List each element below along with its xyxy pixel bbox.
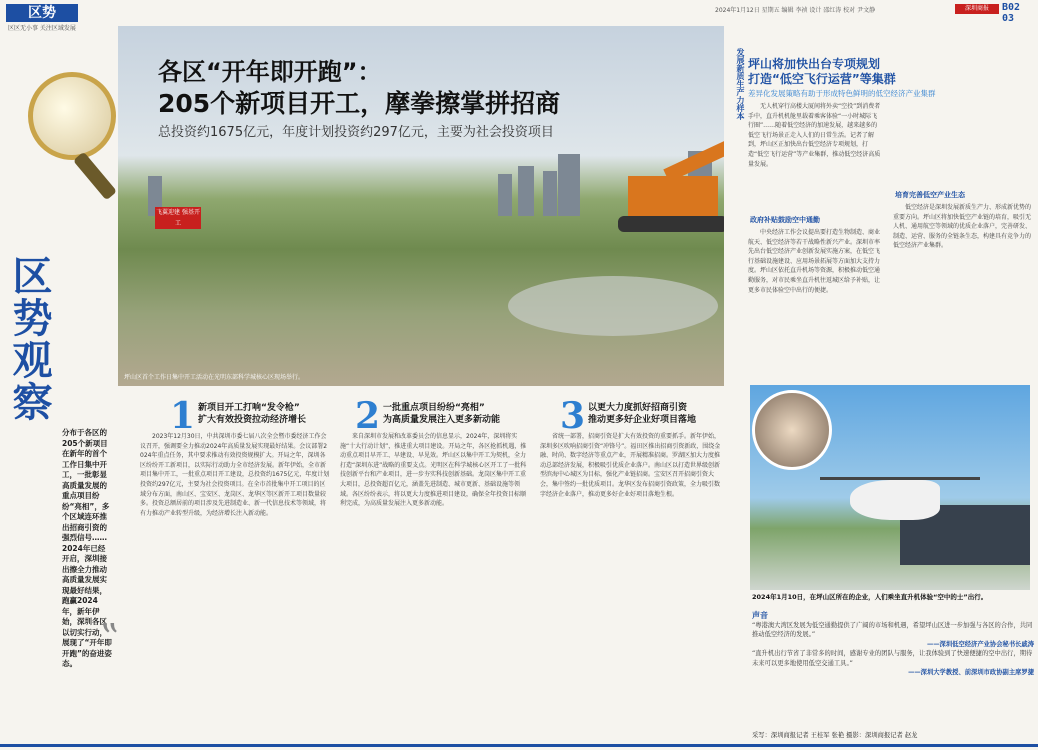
- voices-block: [752, 621, 1034, 677]
- voice-quote: “直升机出行节省了非常多的时间，感谢专业的团队与服务，让我体验到了快速便捷的空中出行，期待未来可以更多地使用低空交通工具。”: [752, 650, 1033, 667]
- voice-signature: ——深圳大学教授、前深圳市政协副主席罗捷: [908, 669, 1034, 677]
- column-title: 区势观察: [6, 255, 53, 423]
- section-paragraph: 2023年12月30日，中共深圳市委七届八次全会暨市委经济工作会议召开，强调要全力推动2024年高质量发展实现最好结果。会议部署2024年重点任务，其中要求推动有效投资规模扩大。开局之年，深圳各区纷纷开工新项目，以实际行动助力全市经济发展。新年伊始，全市新项目集中开工，一批重点项目开工建设，总投资约1675亿元，年度计划投资约297亿元，主要为社会投资项目。在全市首批集中开工项目的区域分布方面，南山区、宝安区、龙岗区、龙华区等区新开工项目数量较多。投资总额居前的项目涉及先进制造业、新一代信息技术等领域，将有力推动产业转型升级，为经济增长注入新动能。: [140, 433, 330, 517]
- quote-mark-icon: ”: [100, 616, 120, 660]
- main-headline-line1: 各区“开年即开跑”：: [158, 58, 382, 86]
- sidebar-paragraph: 中央经济工作会议提出要打造生物制造、商业航天、低空经济等若干战略性新兴产业。深圳市率先出台低空经济产业创新发展实施方案，在低空飞行基础设施建设、应用场景拓展等方面加大支持力度。坪山区依托直升机场等资源，积极推动低空通勤服务，对市民乘坐直升机往返城区给予补贴，让更多市民体验空中出行的便捷。: [748, 229, 881, 294]
- sidebar-headline-line1: 坪山将加快出台专项规划: [748, 57, 881, 71]
- sidebar-subheading: 政府补贴鼓励空中通勤: [750, 216, 820, 224]
- section-slogan: 区区无小事 关注区域发展: [8, 25, 76, 32]
- lead-summary: 分布于各区的205个新项目在新年的首个工作日集中开工，一批彰显高质量发展的重点项目纷纷“亮相”，多个区域连环推出招商引资的强烈信号……2024年已经开启，深圳接出擦全力推动高质量发展实现最好结果，跑赢2024年，新年伊始，深圳各区以切实行动，展现了“开年即开跑”的奋进姿态。: [62, 428, 112, 668]
- photo-caption: 坪山区首个工作日集中开工活动在光明东部科学城核心区现场举行。: [124, 374, 305, 381]
- sidebar-vertical-label: 发展新质生产力样本: [736, 48, 745, 120]
- bottom-rule: [0, 744, 1038, 747]
- voice-signature: ——深圳低空经济产业协会秘书长戚涛: [926, 640, 1034, 648]
- byline-credits: 采写：深圳商报记者 王桂军 张艳 摄影：深圳商报记者 赵龙: [752, 732, 918, 739]
- photo-building: [543, 171, 557, 216]
- excavator-body: [628, 176, 718, 216]
- sidebar-headline-line2: 打造“低空飞行运营”等集群: [748, 72, 896, 86]
- sidebar-paragraph: 低空经济是深圳发展新质生产力、形成新优势的重要方向。坪山区将加快低空产业链的培育，吸引无人机、通用航空等领域的优质企业落户，完善研发、制造、运营、服务的全链条生态，构建具有竞争力的低空经济产业集群。: [893, 204, 1031, 250]
- sidebar-body: [893, 203, 1031, 380]
- photo-building: [558, 154, 580, 216]
- page-number: B02 03: [1002, 2, 1021, 24]
- section-number: 2: [355, 395, 381, 437]
- sidebar-intro: [748, 102, 883, 197]
- main-subheadline: 总投资约1675亿元，年度计划投资约297亿元，主要为社会投资项目: [158, 125, 554, 140]
- sidebar-subheading: 培育完善低空产业生态: [895, 191, 965, 199]
- main-headline-line2: 205个新项目开工，摩拳擦掌拼招商: [158, 89, 561, 118]
- photo-puddle: [508, 276, 718, 336]
- section-subtitle: 推动更多好企业好项目落地: [588, 415, 697, 425]
- section-title: 以更大力度抓好招商引资: [588, 403, 688, 413]
- voice-quote: “粤港澳大湾区发展为低空通勤提供了广阔的市场和机遇，希望坪山区进一步加强与各区的合作，共同推动低空经济的发展。”: [752, 622, 1033, 639]
- section-number: 1: [170, 395, 196, 437]
- helicopter-icon: [850, 480, 940, 520]
- section-paragraph: 来自深圳市发展和改革委员会的信息显示，2024年，深圳将实施“十大行动计划”，推进重大项目建设。开局之年，各区抢抓机遇，推动重点项目早开工、早建设、早见效。坪山区以集中开工为契机，全力打造“深圳东进”战略的重要支点。光明区在科学城核心区开工了一批科技创新平台和产业项目，进一步夯实科技创新基础。龙岗区集中开工重大项目，总投资超百亿元，涵盖先进制造、城市更新、基础设施等领域。各区纷纷表示，将以更大力度推进项目建设，确保全年投资目标顺利完成，为高质量发展注入更多新动能。: [340, 433, 527, 508]
- section-body: [540, 432, 725, 738]
- publication-info: 2024年1月12日 星期五 编辑 李祯 设计 邵红涛 校对 尹文静: [715, 7, 876, 14]
- ceremony-flag: 飞翼迎建 强基开工: [156, 209, 200, 227]
- section-subtitle: 为高质量发展注入更多新动能: [383, 415, 501, 425]
- section-body: [340, 432, 530, 738]
- section-title: 新项目开工打响“发令枪”: [198, 403, 300, 413]
- sidebar-subheadline: 差异化发展策略有助于形成特色鲜明的低空经济产业集群: [748, 89, 936, 98]
- passengers-photo: [752, 390, 832, 470]
- section-body: [140, 432, 330, 738]
- section-title: 一批重点项目纷纷“亮相”: [383, 403, 485, 413]
- masthead: [0, 0, 1038, 26]
- excavator-track: [618, 216, 724, 232]
- section-subtitle: 扩大有效投资拉动经济增长: [198, 415, 307, 425]
- voices-heading: 声音: [752, 611, 768, 620]
- sidebar-paragraph: 无人机穿行高楼大厦间将外卖“空投”到消费者手中，直升机机舱里载着乘客体验“一小时城际飞行圈”……随着低空经济的加速发展，越来越多的低空飞行场景正走入人们的日常生活。记者了解到，坪山区正加快出台低空经济专项规划，打造“低空飞行运营”等产业集群，推动低空经济高质量发展。: [748, 103, 881, 168]
- newspaper-tag: 深圳商报: [955, 4, 999, 14]
- section-number: 3: [560, 395, 586, 437]
- magnifier-icon: [28, 72, 116, 160]
- photo-building: [518, 166, 534, 216]
- photo-caption: 2024年1月10日，在坪山区所在的企业，人们乘坐直升机体验“空中的士”出行。: [752, 593, 988, 601]
- section-logo: 区势: [6, 4, 78, 22]
- photo-building: [498, 174, 512, 216]
- magnifier-handle-icon: [73, 152, 117, 201]
- section-paragraph: 省统一部署，招商引资是扩大有效投资的重要抓手。新年伊始，深圳多区吹响招商引资“冲锋号”。福田区推出招商引资新政，围绕金融、时尚、数字经济等重点产业，开展精准招商。罗湖区加大力度推动总部经济发展，积极吸引优质企业落户。南山区以打造世界级创新型滨海中心城区为目标，强化产业链招商。宝安区召开招商引资大会，集中签约一批优质项目。龙华区发布招商引资政策，全力吸引数字经济企业落户，推动更多好企业好项目落地生根。: [540, 433, 721, 498]
- sidebar-body: [748, 228, 883, 380]
